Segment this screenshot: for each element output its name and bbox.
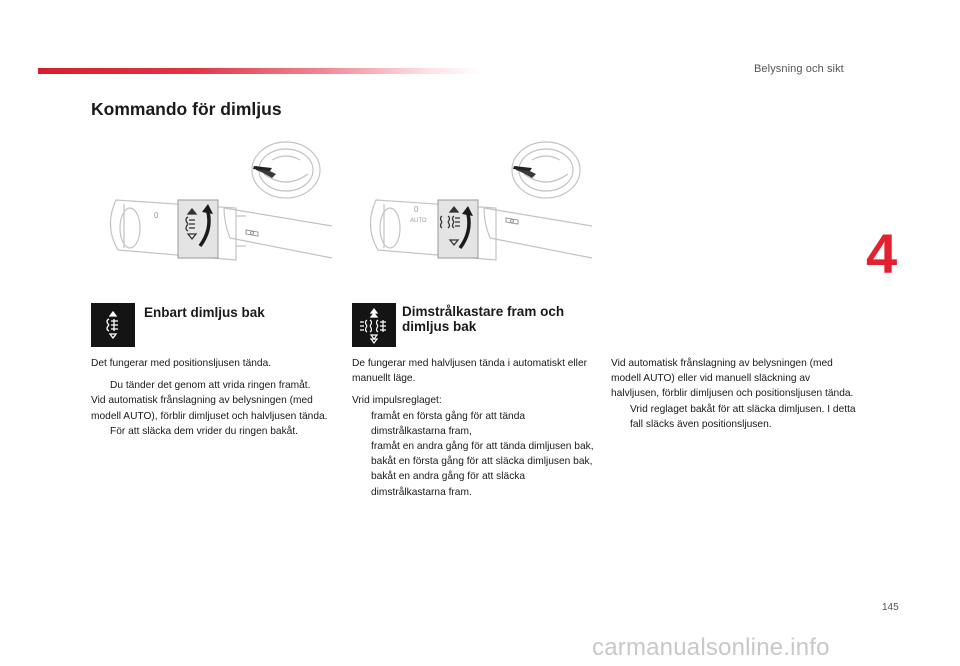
left-column-text	[91, 356, 335, 439]
middle-bullet-3-text: bakåt en första gång för att släcka dimljusen bak,	[371, 456, 593, 468]
right-auto-text: Vid automatisk frånslagning av belysningen (med modell AUTO) eller vid manuell släckning av halvljusen, förblir dimljusen och positionsljusen tända.	[611, 358, 854, 400]
left-intro: Det fungerar med positionsljusen tända.	[91, 358, 272, 369]
stalk-illustration-front-rear-fog	[356, 138, 596, 270]
middle-turn-label: Vrid impulsreglaget:	[352, 395, 442, 407]
watermark: carmanualsonline.info	[592, 634, 830, 661]
section-title: Belysning och sikt	[754, 63, 844, 75]
page-number: 145	[882, 602, 899, 613]
illustration-label-zero: 0	[154, 211, 159, 220]
middle-bullet-2-text: framåt en andra gång för att tända dimljusen bak,	[371, 441, 594, 453]
page-title: Kommando för dimljus	[91, 99, 282, 119]
front-rear-fog-heading-line1: Dimstrålkastare fram och	[402, 304, 565, 319]
left-auto-text: Vid automatisk frånslagning av belysningen (med modell AUTO), förblir dimljuset och halvljusen tända.	[91, 395, 328, 422]
rear-fog-heading: Enbart dimljus bak	[144, 305, 265, 320]
left-bullet-1	[91, 378, 335, 393]
front-rear-fog-heading-line2: dimljus bak	[402, 319, 477, 334]
middle-bullet-4	[352, 469, 596, 499]
header-accent-bar	[38, 68, 482, 74]
left-bullet-1-text: Du tänder det genom att vrida ringen framåt.	[110, 380, 311, 392]
stalk-illustration-rear-fog	[96, 138, 336, 270]
middle-intro: De fungerar med halvljusen tända i automatiskt eller manuellt läge.	[352, 358, 588, 385]
right-bullet-1-text: Vrid reglaget bakåt för att släcka dimljusen. I detta fall släcks även positionsljusen.	[630, 403, 856, 430]
middle-bullet-4-text: bakåt en andra gång för att släcka dimstrålkastarna fram.	[371, 471, 526, 498]
left-bullet-2-text: För att släcka dem vrider du ringen bakåt.	[110, 425, 298, 437]
middle-column-text	[352, 356, 596, 500]
chapter-number: 4	[866, 222, 898, 285]
front-and-rear-fog-light-icon	[352, 303, 396, 347]
right-bullet-1	[611, 402, 861, 432]
middle-bullet-2	[352, 439, 596, 454]
middle-bullet-3	[352, 454, 596, 469]
middle-bullet-1	[352, 409, 596, 439]
middle-bullet-1-text: framåt en första gång för att tända dimstrålkastarna fram,	[371, 410, 526, 437]
illustration-label-zero-2: 0	[414, 205, 419, 214]
illustration-label-auto: AUTO	[410, 218, 427, 224]
right-column-text	[611, 356, 861, 432]
left-bullet-2	[91, 424, 335, 439]
front-rear-fog-heading	[402, 304, 564, 334]
rear-fog-light-icon	[91, 303, 135, 347]
